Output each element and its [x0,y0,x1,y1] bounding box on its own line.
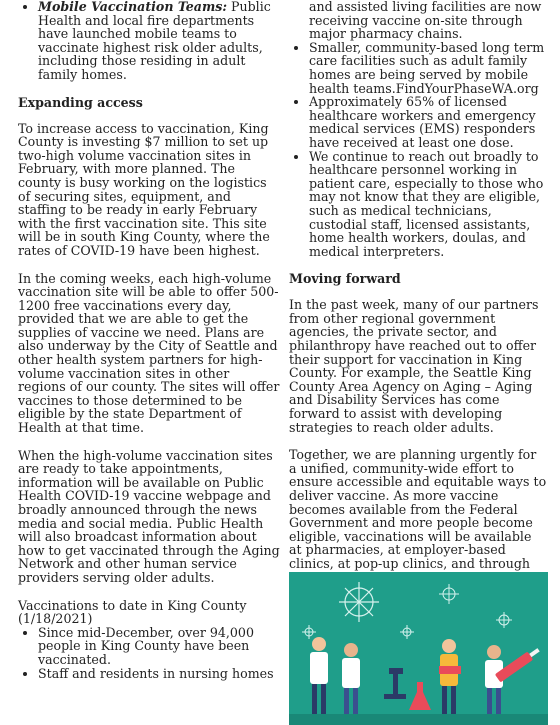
list-item-text: Public Health and local fire departments have launched mobile teams to vaccinate highest risk older adults, including those residing in adult family homes. [38,0,271,82]
vaccination-stats-list [18,626,280,680]
list-item: • Since mid-December, over 94,000 people in King County have been vaccinated. [38,626,280,667]
virus-icon [439,584,459,604]
list-item: • We continue to reach out broadly to healthcare personnel working in patient care, especially to those who may not know that they are eligible, such as medical technicians, custodial staff, licensed assistants, home health workers, doulas, and medical interpreters. [309,150,547,259]
right-column [289,0,547,598]
section-heading-forward: Moving forward [289,271,401,287]
list-item-lead: Mobile Vaccination Teams: [38,0,228,14]
doctor-icon [342,643,360,714]
paragraph: In the past week, many of our partners from other regional government agencies, the private sector, and philanthropy have reached out to offer their support for vaccination in King County. For example, the Seattle King County Area Agency on Aging – Aging and Disability Services has come forward to assist with developing strategies to reach older adults. [289,297,539,435]
section-heading-access: Expanding access [18,94,143,110]
continued-text: and assisted living facilities are now receiving vaccine on-site through major pharmacy chains. [309,0,542,42]
paragraph: In the coming weeks, each high-volume vaccination site will be able to offer 500-1200 free vaccinations every day, provided that we are able to get the supplies of vaccine we need. Plans are also underway by the City of Seattle and other health system partners for high-volume vaccination sites in other regions of our county. The sites will offer vaccines to those determined to be eligible by the state Department of Health at that time. [18,270,280,436]
mobile-teams-list [18,0,280,82]
paragraph-vaccinations-heading: Vaccinations to date in King County (1/18/2021) [18,597,247,627]
vaccine-illustration [289,572,548,725]
facilities-list [289,41,547,259]
doctor-icon [310,637,328,714]
virus-icon [400,625,414,639]
paragraph: When the high-volume vaccination sites are ready to take appointments, information will be available on Public Health COVID-19 vaccine webpage and broadly announced through the news media and social media. Public Health will also broadcast information about how to get vaccinated through the Aging Network and other human service providers serving older adults. [18,447,280,585]
healthcare-workers-illustration [289,572,548,725]
list-item: • Approximately 65% of licensed healthcare workers and emergency medical services (EMS) responders have received at least one dose. [309,95,547,149]
paragraph: Together, we are planning urgently for a unified, community-wide effort to ensure accessible and equitable ways to deliver vaccine. As more vaccine becomes available from the Federal Government and more people become eligible, vaccinations will be available at pharmacies, at employer-based clinics, at pop-up clinics, and through [289,447,547,571]
list-item: • Staff and residents in nursing homes [38,667,280,681]
doctor-icon [439,639,461,714]
microscope-icon [384,668,406,699]
list-item [38,0,280,82]
paragraph: To increase access to vaccination, King County is investing $7 million to set up two-high volume vaccination sites in February, with more planned. The county is busy working on the logistics of securing sites, equipment, and staffing to be ready in early February with the first vaccination site. This site will be in south King County, where the rates of COVID-19 have been highest. [18,120,270,258]
virus-icon [496,612,512,628]
flask-icon [409,682,431,710]
virus-icon [302,625,316,639]
left-column [18,0,280,680]
virus-icon [339,582,379,622]
list-item: • Smaller, community-based long term care facilities such as adult family homes are being served by mobile health teams.FindYourPhaseWA.org [309,41,547,95]
